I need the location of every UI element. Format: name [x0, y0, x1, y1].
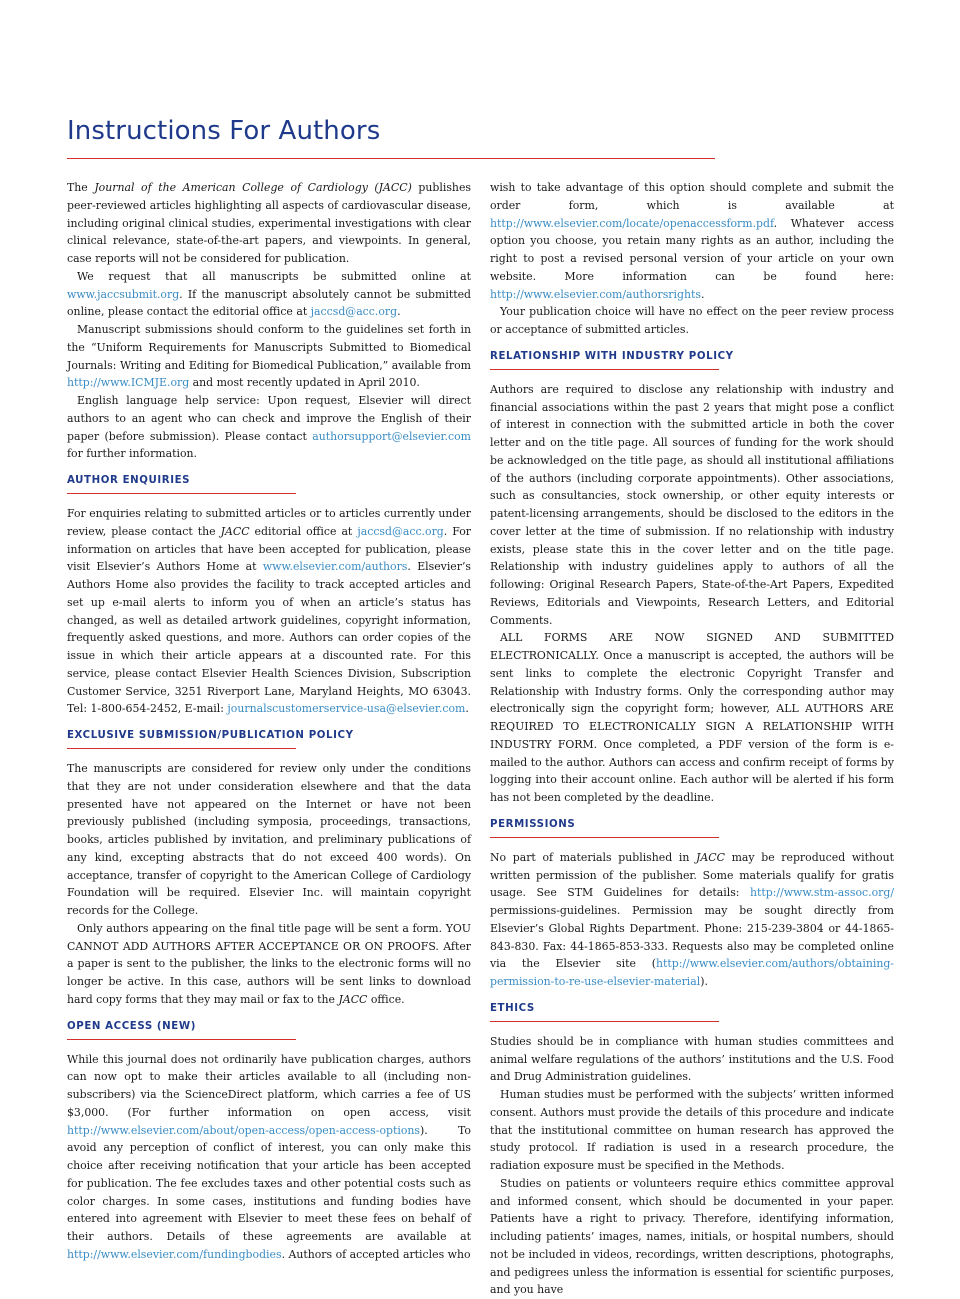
body-paragraph [490, 1086, 894, 1175]
paragraph-text: No part of materials published in [490, 850, 697, 864]
reference-link[interactable]: http://www.elsevier.com/authorsrights [490, 287, 701, 301]
reference-link[interactable]: http://www.elsevier.com/about/open-access/open-access-options [67, 1123, 420, 1137]
italic-text: Journal of the American College of Cardiology (JACC) [94, 181, 412, 194]
reference-link[interactable]: jaccsd@acc.org [357, 524, 444, 538]
paragraph-text: . [397, 305, 401, 319]
reference-link[interactable]: authorsupport@elsevier.com [312, 429, 471, 443]
section-heading: RELATIONSHIP WITH INDUSTRY POLICY [490, 350, 894, 370]
title-divider [67, 158, 715, 159]
paragraph-text: We request that all manuscripts be submitted online at [77, 269, 471, 283]
reference-link[interactable]: http://www.elsevier.com/authors/obtaining-permission-to-re-use-elsevier-material [490, 957, 894, 988]
paragraph-text: . Elsevier’s Authors Home also provides the facility to track accepted articles and set up e-mail alerts to inform you of when an article’s status has changed, as well as detailed artwork guidelines, copyright information, frequently asked questions, and more. Authors can order copies of the issue in which their article appears at a discounted rate. For this service, please contact Elsevier Health Sciences Division, Subscription Customer Service, 3251 Riverport Lane, Maryland Heights, MO 63043. Tel: 1-800-654-2452, E-mail: [67, 560, 471, 716]
reference-link[interactable]: journalscustomerservice-usa@elsevier.com [227, 702, 466, 716]
paragraph-text: Your publication choice will have no effect on the peer review process or acceptance of submitted articles. [490, 305, 894, 336]
paragraph-text: Studies on patients or volunteers require ethics committee approval and informed consent, which should be documented in your paper. Patients have a right to privacy. Therefore, identifying information, including patients’ images, names, initials, or hospital numbers, should not be included in videos, recordings, written descriptions, photographs, and pedigrees unless the information is essential for scientific purposes, and you have [490, 1176, 894, 1297]
paragraph-text: wish to take advantage of this option should complete and submit the order form, which is available at [490, 181, 894, 212]
right-column [490, 179, 894, 1299]
paragraph-text: publishes peer-reviewed articles highlighting all aspects of cardiovascular disease, including original clinical studies, experimental investigations with clear clinical relevance, state-of-the-art papers, and viewpoints. In general, case reports will not be considered for publication. [67, 181, 471, 265]
section-heading: ETHICS [490, 1002, 894, 1022]
paragraph-text: The manuscripts are considered for review only under the conditions that they are not under consideration elsewhere and that the data presented have not appeared on the Internet or have not been previously published (including symposia, proceedings, transactions, books, articles published by invitation, and preliminary publications of any kind, excepting abstracts that do not exceed 400 words). On acceptance, transfer of copyright to the American College of Cardiology Foundation will be required. Elsevier Inc. will maintain copyright records for the College. [67, 762, 471, 917]
paragraph-text: . Whatever access option you choose, you retain many rights as an author, including the right to post a revised personal version of your article on your own website. More information can be found here: [490, 216, 894, 283]
italic-text: JACC [696, 850, 725, 864]
reference-link[interactable]: jaccsd@acc.org [310, 305, 398, 319]
paragraph-text: may be reproduced without written permission of the publisher. Some materials qualify for gratis usage. See STM Guidelines for details: [490, 850, 894, 900]
paragraph-text: . If the manuscript absolutely cannot be submitted online, please contact the editorial office at [67, 287, 471, 319]
body-paragraph [490, 1175, 894, 1299]
section-heading: PERMISSIONS [490, 818, 894, 838]
reference-link[interactable]: http://www.elsevier.com/locate/openaccessform.pdf [490, 216, 774, 230]
section-heading: OPEN ACCESS (NEW) [67, 1020, 471, 1040]
paragraph-text: English language help service: Upon request, Elsevier will direct authors to an agent who can check and improve the English of their paper (before submission). Please contact [67, 394, 471, 443]
body-paragraph [490, 179, 894, 303]
body-paragraph [67, 505, 471, 718]
body-paragraph [67, 392, 471, 463]
body-paragraph [490, 629, 894, 807]
italic-text: JACC [338, 992, 368, 1006]
paragraph-text: ALL FORMS ARE NOW SIGNED AND SUBMITTED ELECTRONICALLY. Once a manuscript is accepted, the authors will be sent links to complete the electronic Copyright Transfer and Relationship with Industry forms. Only the corresponding author may electronically sign the copyright form; however, ALL AUTHORS ARE REQUIRED TO ELECTRONICALLY SIGN A RELATIONSHIP WITH INDUSTRY FORM. Once completed, a PDF version of the form is e-mailed to the author. Authors can access and confirm receipt of forms by logging into their account online. Each author will be alerted if his form has not been completed by the deadline. [490, 631, 894, 804]
body-paragraph [490, 303, 894, 339]
paragraph-text: ). [700, 975, 708, 988]
paragraph-text: . Authors of accepted articles who [281, 1247, 471, 1261]
body-paragraph [490, 381, 894, 630]
body-paragraph [490, 1033, 894, 1086]
paragraph-text: . [465, 702, 469, 716]
paragraph-text: permissions-guidelines. Permission may be sought directly from Elsevier’s Global Rights Department. Phone: 215-239-3804 or 44-1865-843-830. Fax: 44-1865-853-333. Requests also may be completed online via the Elsevier site ( [490, 904, 894, 971]
body-paragraph [67, 1051, 471, 1264]
page-title: Instructions For Authors [67, 116, 381, 146]
reference-link[interactable]: http://www.elsevier.com/fundingbodies [67, 1247, 282, 1261]
reference-link[interactable]: http://www.stm-assoc.org/ [749, 886, 894, 900]
section-heading: EXCLUSIVE SUBMISSION/PUBLICATION POLICY [67, 729, 471, 749]
paragraph-text: Only authors appearing on the final title page will be sent a form. YOU CANNOT ADD AUTHORS AFTER ACCEPTANCE OR ON PROOFS. After a paper is sent to the publisher, the links to the electronic forms will no longer be active. In this case, authors will be sent links to download hard copy forms that they may mail or fax to the [67, 921, 471, 1006]
paragraph-text: Studies should be in compliance with human studies committees and animal welfare regulations of the authors’ institutions and the U.S. Food and Drug Administration guidelines. [490, 1034, 894, 1084]
reference-link[interactable]: http://www.ICMJE.org [67, 376, 190, 390]
body-paragraph [67, 920, 471, 1009]
paragraph-text: Manuscript submissions should conform to the guidelines set forth in the “Uniform Requirements for Manuscripts Submitted to Biomedical Journals: Writing and Editing for Biomedical Publication,” available from [67, 323, 471, 372]
paragraph-text: Human studies must be performed with the subjects’ written informed consent. Authors must provide the details of this procedure and indicate that the institutional committee on human research has approved the study protocol. If radiation is used in a research procedure, the radiation exposure must be specified in the Methods. [490, 1088, 894, 1172]
body-paragraph [490, 849, 894, 991]
body-paragraph [67, 760, 471, 920]
body-paragraph [67, 321, 471, 392]
paragraph-text: . [700, 287, 705, 301]
left-column [67, 179, 471, 1264]
paragraph-text: editorial office at [249, 524, 358, 538]
reference-link[interactable]: www.elsevier.com/authors [262, 560, 408, 574]
paragraph-text: for further information. [67, 447, 198, 461]
paragraph-text: Authors are required to disclose any relationship with industry and financial associations within the past 2 years that might pose a conflict of interest in connection with the submitted article in both the cover letter and on the title page. All sources of funding for the work should be acknowledged on the title page, as should all institutional affiliations of the authors (including corporate appointments). Other associations, such as consultancies, stock ownership, or other equity interests or patent-licensing arrangements, should be disclosed to the editors in the cover letter at the time of submission. If no relationship with industry exists, please state this in the cover letter and on the title page. Relationship with industry guidelines apply to authors of all the following: Original Research Papers, State-of-the-Art Papers, Expedited Reviews, Editorials and Viewpoints, Research Letters, and Editorial Comments. [490, 382, 894, 627]
paragraph-text: ). To avoid any perception of conflict of interest, you can only make this choice after receiving notification that your article has been accepted for publication. The fee excludes taxes and other potential costs such as color charges. In some cases, institutions and funding bodies have entered into agreement with Elsevier to meet these fees on behalf of their authors. Details of these agreements are available at [67, 1123, 471, 1243]
body-paragraph [67, 268, 471, 321]
paragraph-text: and most recently updated in April 2010. [189, 376, 420, 390]
paragraph-text: . For information on articles that have been accepted for publication, please visit Elsevier’s Authors Home at [67, 524, 471, 574]
body-paragraph [67, 179, 471, 268]
italic-text: JACC [220, 524, 250, 538]
section-heading: AUTHOR ENQUIRIES [67, 474, 471, 494]
paragraph-text: For enquiries relating to submitted articles or to articles currently under review, please contact the [67, 507, 471, 538]
reference-link[interactable]: www.jaccsubmit.org [67, 287, 180, 301]
paragraph-text: office. [367, 992, 405, 1006]
paragraph-text: The [67, 181, 95, 194]
paragraph-text: While this journal does not ordinarily have publication charges, authors can now opt to make their articles available to all (including non-subscribers) via the ScienceDirect platform, which carries a fee of US $3,000. (For further information on open access, visit [67, 1052, 471, 1119]
